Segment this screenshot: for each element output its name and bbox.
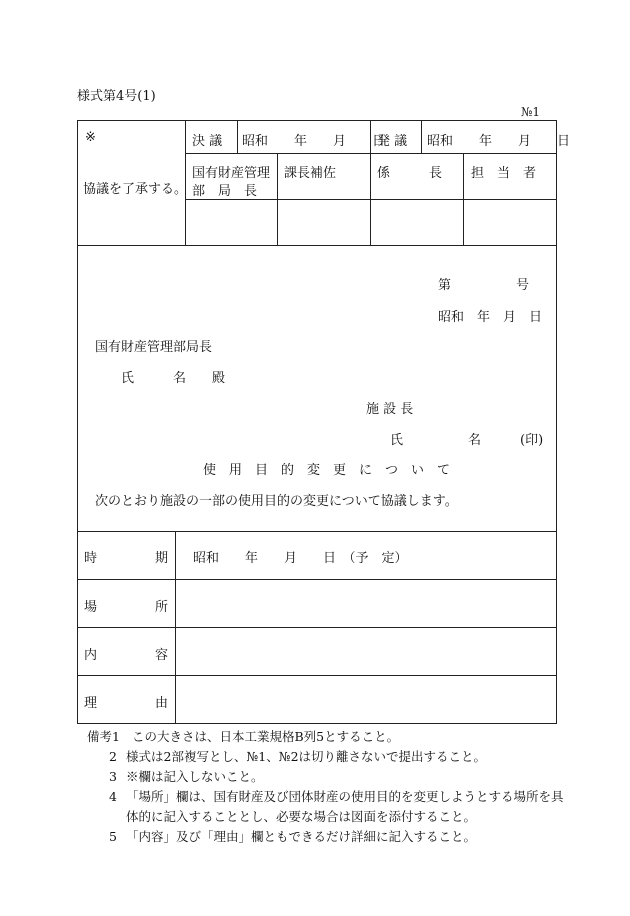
approval-row1-bottom xyxy=(185,153,557,154)
kessai-label-divider xyxy=(237,120,238,154)
frame-right xyxy=(556,120,557,724)
details-top xyxy=(77,531,557,532)
note-text: この大きさは、日本工業規格B列5とすること。 xyxy=(132,729,400,744)
kessai-label: 決 議 xyxy=(192,134,223,149)
frame-left xyxy=(77,120,78,724)
details-row-divider xyxy=(77,579,557,580)
row-label-reason-b: 由 xyxy=(155,696,169,711)
letter-body: 次のとおり施設の一部の使用目的の変更について協議します。 xyxy=(95,494,458,509)
note-number: 3 xyxy=(109,769,117,784)
note-number: 2 xyxy=(109,749,117,764)
reserved-mark: ※ xyxy=(85,130,96,145)
row-label-reason-a: 理 xyxy=(84,696,98,711)
note-text: 「内容」及び「理由」欄ともできるだけ詳細に記入すること。 xyxy=(126,829,477,844)
note-text: ※欄は記入しないこと。 xyxy=(126,769,264,784)
addressee-name: 氏 名 殿 xyxy=(121,371,226,386)
note-text: 様式は2部複写とし、№1、№2は切り離さないで提出すること。 xyxy=(126,749,487,764)
sender-name: 氏 名 (印) xyxy=(390,433,544,448)
note-number: 5 xyxy=(109,829,117,844)
row-value-time: 昭和 年 月 日 （予 定） xyxy=(193,551,408,566)
frame-top xyxy=(77,120,557,121)
row-label-place-b: 所 xyxy=(155,600,169,615)
note-item xyxy=(87,747,564,767)
consent-text: 協議を了承する。 xyxy=(83,182,188,197)
note-item xyxy=(87,827,564,847)
role-staff: 係 長 xyxy=(377,166,443,181)
note-number: 4 xyxy=(109,789,117,804)
addressee-org: 国有財産管理部局長 xyxy=(95,340,213,355)
details-row-divider xyxy=(77,675,557,676)
letter-date-line: 昭和 年 月 日 xyxy=(438,310,543,325)
role-director-line1: 国有財産管理 xyxy=(192,166,271,181)
hatsugi-date: 昭和 年 月 日 xyxy=(427,134,571,149)
hatsugi-label-divider xyxy=(421,120,422,154)
details-label-divider xyxy=(175,531,176,724)
approval-col-divider-3 xyxy=(463,153,464,245)
row-label-time-a: 時 xyxy=(84,551,98,566)
note-item xyxy=(87,727,564,747)
approval-col-divider-1 xyxy=(277,153,278,245)
notes-heading: 備考1 xyxy=(87,729,120,744)
role-director-line2: 部 局 長 xyxy=(192,184,258,199)
form-title: 様式第4号(1) xyxy=(77,89,156,104)
letter-number-line: 第 号 xyxy=(438,278,530,293)
note-item xyxy=(87,767,564,787)
row-label-content-b: 容 xyxy=(155,648,169,663)
note-text: 「場所」欄は、国有財産及び団体財産の使用目的を変更しようとする場所を具 xyxy=(126,789,564,804)
approval-block-bottom xyxy=(77,245,557,246)
notes xyxy=(87,727,564,847)
hatsugi-label: 発 議 xyxy=(377,134,408,149)
letter-subject: 使 用 目 的 変 更 に つ い て xyxy=(203,463,451,478)
sender-title: 施 設 長 xyxy=(366,402,414,417)
form-number: №1 xyxy=(521,105,540,119)
details-row-divider xyxy=(77,627,557,628)
frame-bottom xyxy=(77,723,557,724)
row-label-content-a: 内 xyxy=(84,648,98,663)
role-section-chief: 課長補佐 xyxy=(284,166,337,181)
note-item-continuation xyxy=(87,807,564,827)
approval-row2-bottom xyxy=(185,199,557,200)
kessai-date: 昭和 年 月 日 xyxy=(242,134,386,149)
role-person-in-charge: 担 当 者 xyxy=(471,166,537,181)
row-label-time-b: 期 xyxy=(155,551,169,566)
note-text: 体的に記入することとし、必要な場合は図面を添付すること。 xyxy=(126,809,477,824)
note-item xyxy=(87,787,564,807)
row-label-place-a: 場 xyxy=(84,600,98,615)
